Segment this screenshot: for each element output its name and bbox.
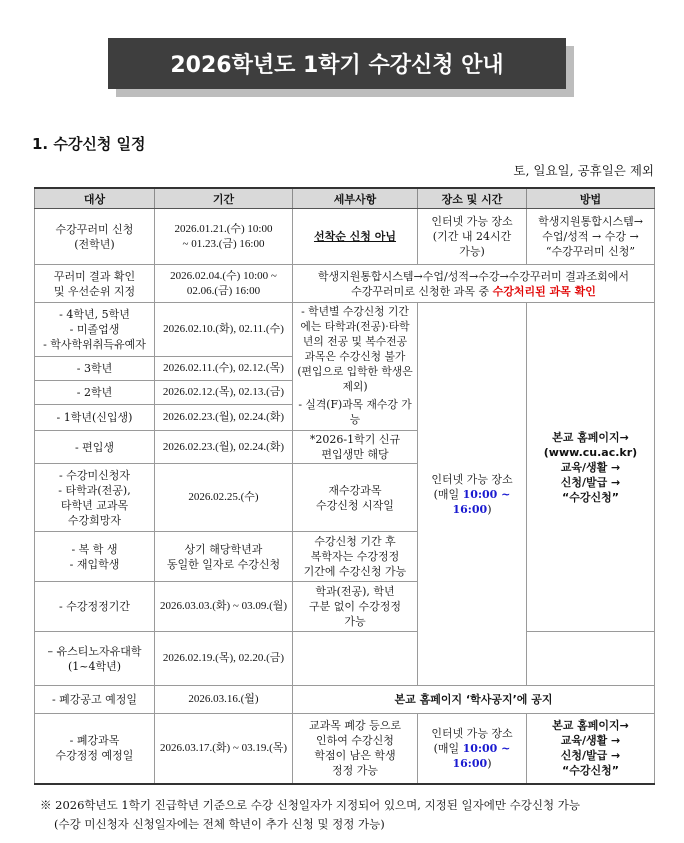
cell-notice: 본교 홈페이지 ‘학사공지’에 공지	[293, 686, 655, 714]
footnote-line2: (수강 미신청자 신청일자에는 전체 학년이 추가 신청 및 정정 가능)	[54, 817, 385, 831]
cell-target: - 3학년	[35, 357, 155, 381]
cell-method-empty	[527, 632, 655, 686]
cell-detail: 수강신청 기간 후 복학자는 수강정정 기간에 수강신청 가능	[293, 532, 418, 582]
cell-period: 2026.02.04.(수) 10:00 ~ 02.06.(금) 16:00	[155, 265, 293, 303]
cell-detail-empty	[293, 632, 418, 686]
table-row	[35, 632, 655, 686]
cell-period: 2026.02.23.(월), 02.24.(화)	[155, 405, 293, 431]
detail-line1: 학생지원통합시스템→수업/성적→수강→수강꾸러미 결과조회에서	[317, 269, 630, 283]
cell-detail: 학과(전공), 학년 구분 없이 수강정정 가능	[293, 582, 418, 632]
cell-period: 2026.03.16.(월)	[155, 686, 293, 714]
schedule-table	[34, 187, 655, 785]
cell-period: 2026.02.23.(월), 02.24.(화)	[155, 431, 293, 464]
cell-detail: 재수강과목 수강신청 시작일	[293, 464, 418, 532]
place-suffix: )	[487, 756, 492, 770]
place-main-prefix: (매일	[433, 487, 463, 501]
cell-target: - 1학년(신입생)	[35, 405, 155, 431]
cell-target: 꾸러미 결과 확인 및 우선순위 지정	[35, 265, 155, 303]
cell-period: 2026.02.12.(목), 02.13.(금)	[155, 381, 293, 405]
cell-place-main	[418, 303, 527, 686]
footnote-line1: ※ 2026학년도 1학기 진급학년 기준으로 수강 신청일자가 지정되어 있으며, 지정된 일자에만 수강신청 가능	[40, 798, 580, 812]
cell-target: 수강꾸러미 신청 (전학년)	[35, 209, 155, 265]
cell-target: - 폐강공고 예정일	[35, 686, 155, 714]
table-row	[35, 209, 655, 265]
place-main-line1: 인터넷 가능 장소	[431, 472, 513, 486]
weekend-note: 토, 일요일, 공휴일은 제외	[513, 163, 654, 178]
table-header-row	[35, 188, 655, 209]
page-title: 2026학년도 1학기 수강신청 안내	[108, 38, 566, 89]
cell-period: 2026.02.11.(수), 02.12.(목)	[155, 357, 293, 381]
cell-period: 상기 해당학년과 동일한 일자로 수강신청	[155, 532, 293, 582]
cell-target: - 수강미신청자 - 타학과(전공), 타학년 교과목 수강희망자	[35, 464, 155, 532]
place-main-line2	[421, 487, 523, 517]
cell-detail-block	[293, 303, 418, 431]
cell-detail: *2026-1학기 신규 편입생만 해당	[293, 431, 418, 464]
place-hours: 10:00 ~ 16:00	[452, 741, 511, 770]
detail-line2-highlight: 수강처리된 과목 확인	[492, 284, 596, 298]
cell-period: 2026.03.17.(화) ~ 03.19.(목)	[155, 714, 293, 784]
cell-target: - 폐강과목 수강정정 예정일	[35, 714, 155, 784]
header-target: 대상	[35, 188, 155, 209]
cell-detail: 선착순 신청 아님	[293, 209, 418, 265]
cell-period: 2026.02.10.(화), 02.11.(수)	[155, 303, 293, 357]
header-detail: 세부사항	[293, 188, 418, 209]
detail-line2-text: 수강꾸러미로 신청한 과목 중	[351, 284, 493, 298]
cell-target: - 2학년	[35, 381, 155, 405]
place-line1: 인터넷 가능 장소	[431, 726, 513, 740]
place-main-suffix: )	[487, 502, 492, 516]
detail-block-b: - 실격(F)과목 재수강 가능	[298, 398, 412, 426]
header-place: 장소 및 시간	[418, 188, 527, 209]
header-method: 방법	[527, 188, 655, 209]
place-prefix: (매일	[433, 741, 463, 755]
cell-target: - 수강정정기간	[35, 582, 155, 632]
header-period: 기간	[155, 188, 293, 209]
cell-period: 2026.01.21.(수) 10:00 ~ 01.23.(금) 16:00	[155, 209, 293, 265]
detail-line2	[296, 284, 651, 299]
cell-method: 학생지원통합시스템→ 수업/성적 → 수강 → “수강꾸러미 신청”	[527, 209, 655, 265]
detail-block-a: - 학년별 수강신청 기간에는 타학과(전공)·타학년의 전공 및 복수전공 과목은 수강신청 불가 (편입으로 입학한 학생은 제외)	[297, 305, 413, 393]
place-main-hours: 10:00 ~ 16:00	[452, 487, 511, 516]
cell-method-main: 본교 홈페이지→ (www.cu.ac.kr) 교육/생활 → 신청/발급 → “수강신청”	[527, 303, 655, 632]
table-row	[35, 714, 655, 784]
cell-place	[418, 714, 527, 784]
section-heading: 1. 수강신청 일정	[32, 135, 146, 153]
cell-period: 2026.02.25.(수)	[155, 464, 293, 532]
cell-target: - 편입생	[35, 431, 155, 464]
place-line2	[421, 741, 523, 771]
cell-target: - 4학년, 5학년 - 미졸업생 - 학사학위취득유예자	[35, 303, 155, 357]
cell-target: – 유스티노자유대학 (1~4학년)	[35, 632, 155, 686]
cell-target: - 복 학 생 - 재입학생	[35, 532, 155, 582]
footnote	[40, 796, 580, 834]
cell-period: 2026.03.03.(화) ~ 03.09.(월)	[155, 582, 293, 632]
cell-place: 인터넷 가능 장소 (기간 내 24시간 가능)	[418, 209, 527, 265]
table-row	[35, 303, 655, 357]
table-row	[35, 686, 655, 714]
cell-period: 2026.02.19.(목), 02.20.(금)	[155, 632, 293, 686]
cell-detail: 교과목 폐강 등으로 인하여 수강신청 학점이 남은 학생 정정 가능	[293, 714, 418, 784]
cell-method: 본교 홈페이지→ 교육/생활 → 신청/발급 → “수강신청”	[527, 714, 655, 784]
table-row	[35, 265, 655, 303]
cell-detail-wide	[293, 265, 655, 303]
